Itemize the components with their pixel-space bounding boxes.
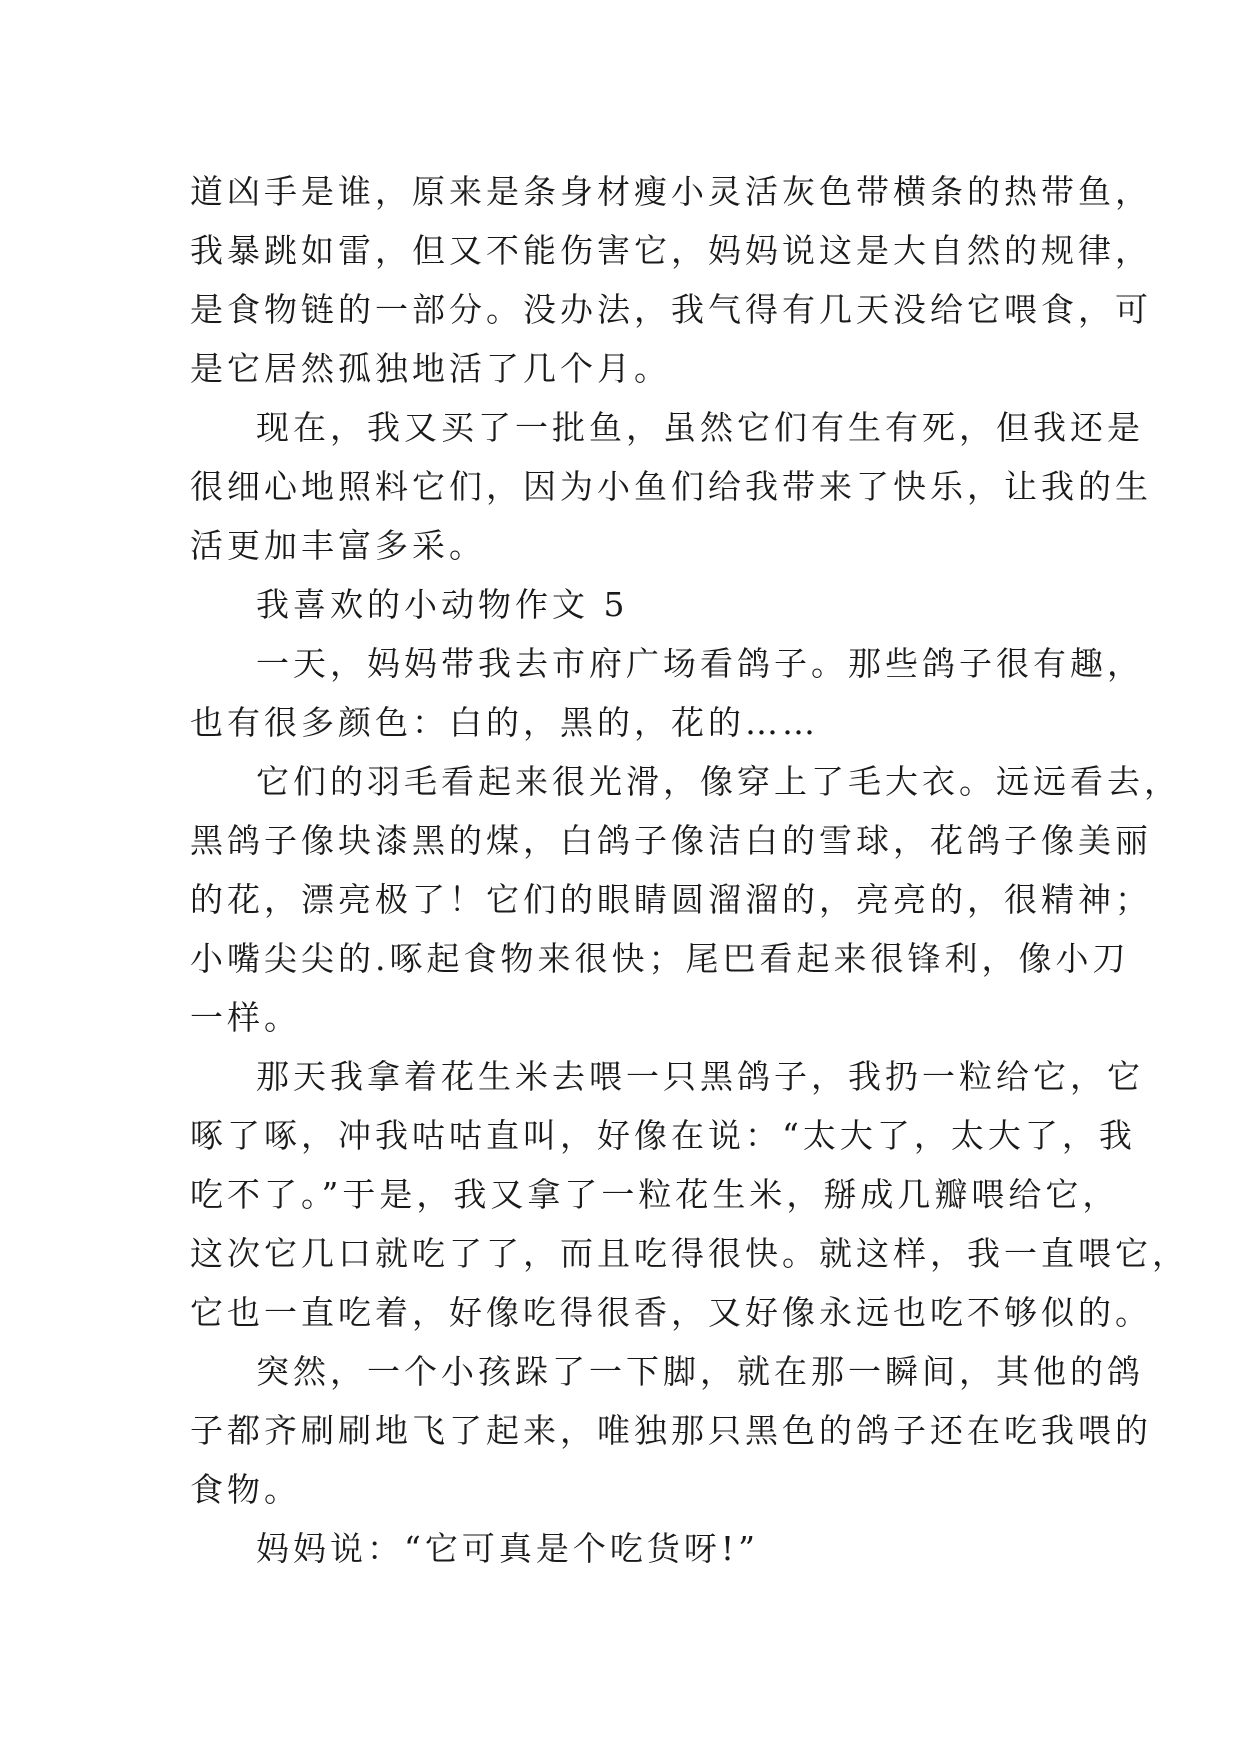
paragraph-line: 啄了啄，冲我咕咕直叫，好像在说：“太大了，太大了，我 — [190, 1116, 1136, 1155]
paragraph-line: 黑鸽子像块漆黑的煤，白鸽子像洁白的雪球，花鸽子像美丽 — [190, 821, 1152, 860]
essay-title: 我喜欢的小动物作文 5 — [256, 585, 629, 624]
paragraph-line: 的花，漂亮极了！它们的眼睛圆溜溜的，亮亮的，很精神； — [190, 880, 1152, 919]
paragraph-line: 小嘴尖尖的.啄起食物来很快；尾巴看起来很锋利，像小刀 — [190, 939, 1130, 978]
paragraph-line: 道凶手是谁，原来是条身材瘦小灵活灰色带横条的热带鱼， — [190, 172, 1152, 211]
paragraph-line: 突然，一个小孩跺了一下脚，就在那一瞬间，其他的鸽 — [256, 1352, 1144, 1391]
paragraph-line: 它们的羽毛看起来很光滑，像穿上了毛大衣。远远看去， — [256, 762, 1181, 801]
paragraph-line: 一样。 — [190, 998, 301, 1037]
paragraph-line: 很细心地照料它们，因为小鱼们给我带来了快乐，让我的生 — [190, 467, 1152, 506]
paragraph-line: 子都齐刷刷地飞了起来，唯独那只黑色的鸽子还在吃我喂的 — [190, 1411, 1152, 1450]
paragraph-line: 吃不了。”于是，我又拿了一粒花生米，掰成几瓣喂给它， — [190, 1175, 1120, 1214]
paragraph-line: 它也一直吃着，好像吃得很香，又好像永远也吃不够似的。 — [190, 1293, 1152, 1332]
paragraph-line: 妈妈说：“它可真是个吃货呀!” — [256, 1529, 760, 1568]
essay-body — [190, 162, 1189, 1578]
paragraph-line: 这次它几口就吃了了，而且吃得很快。就这样，我一直喂它， — [190, 1234, 1189, 1273]
paragraph-line: 是食物链的一部分。没办法，我气得有几天没给它喂食，可 — [190, 290, 1152, 329]
paragraph-line: 现在，我又买了一批鱼，虽然它们有生有死，但我还是 — [256, 408, 1144, 447]
paragraph-line: 我暴跳如雷，但又不能伤害它，妈妈说这是大自然的规律， — [190, 231, 1152, 270]
paragraph-line: 也有很多颜色：白的，黑的，花的…… — [190, 703, 819, 742]
paragraph-line: 是它居然孤独地活了几个月。 — [190, 349, 671, 388]
paragraph-line: 食物。 — [190, 1470, 301, 1509]
paragraph-line: 活更加丰富多采。 — [190, 526, 486, 565]
paragraph-line: 那天我拿着花生米去喂一只黑鸽子，我扔一粒给它，它 — [256, 1057, 1144, 1096]
paragraph-line: 一天，妈妈带我去市府广场看鸽子。那些鸽子很有趣， — [256, 644, 1144, 683]
